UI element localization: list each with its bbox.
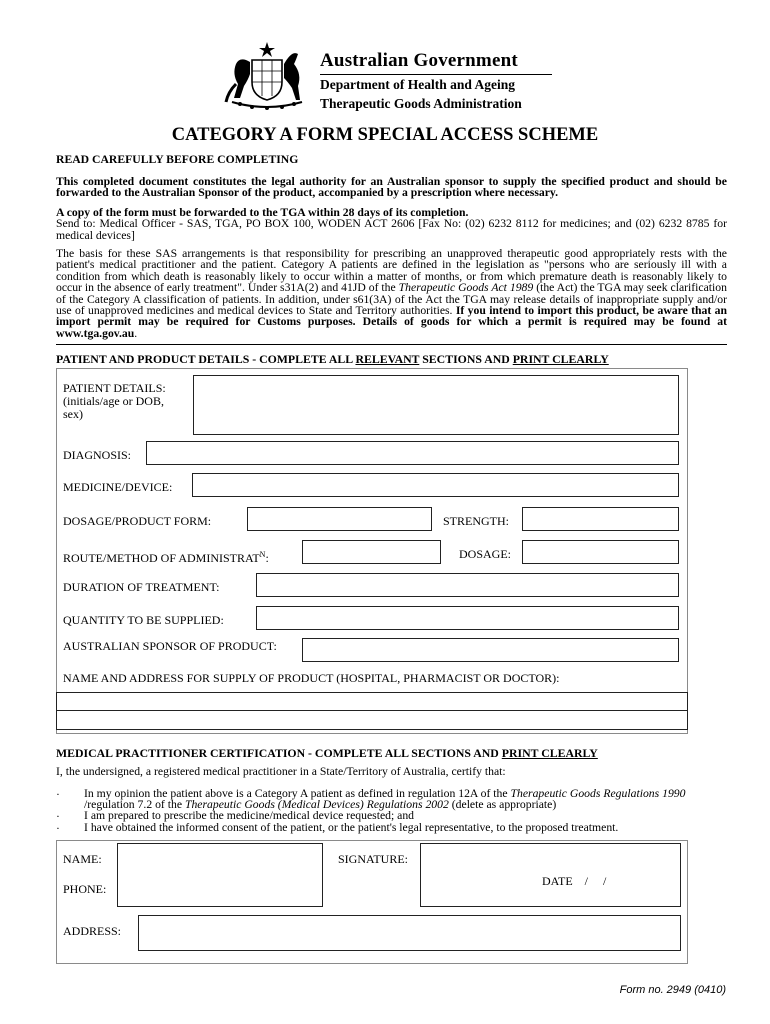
- submission-instructions: [56, 207, 727, 241]
- name-label: NAME:: [63, 852, 102, 866]
- basis-paragraph: [56, 248, 727, 339]
- section-divider: [56, 344, 727, 345]
- header-divider: [320, 74, 552, 75]
- bullet: ·: [56, 810, 60, 823]
- certification-item-1: [84, 788, 724, 811]
- quantity-field[interactable]: [256, 606, 679, 630]
- strength-label: STRENGTH:: [443, 514, 509, 528]
- route-label: [63, 548, 269, 565]
- item1-text: In my opinion the patient above is a Category A patient as defined in regulation 12A of the: [84, 787, 511, 800]
- route-field[interactable]: [302, 540, 441, 564]
- duration-field[interactable]: [256, 573, 679, 597]
- supply-address-label: NAME AND ADDRESS FOR SUPPLY OF PRODUCT (HOSPITAL, PHARMACIST OR DOCTOR):: [63, 671, 560, 685]
- route-superscript: N: [259, 550, 266, 559]
- supply-address-field-line-2[interactable]: [56, 710, 688, 730]
- dosage-form-label: DOSAGE/PRODUCT FORM:: [63, 514, 212, 528]
- act-name: Therapeutic Goods Act 1989: [398, 281, 534, 295]
- medicine-field[interactable]: [192, 473, 679, 497]
- read-carefully-note: READ CAREFULLY BEFORE COMPLETING: [56, 153, 299, 166]
- route-text: ROUTE/METHOD OF ADMINISTRAT: [63, 551, 260, 565]
- regulations-1990: Therapeutic Goods Regulations 1990: [510, 787, 686, 800]
- bullet: ·: [56, 788, 60, 801]
- heading-print-clearly: PRINT CLEARLY: [512, 352, 609, 366]
- phone-label: PHONE:: [63, 882, 107, 896]
- heading-text: MEDICAL PRACTITIONER CERTIFICATION - COMPLETE ALL SECTIONS AND: [56, 746, 502, 760]
- basis-end: .: [134, 326, 138, 340]
- item1-text: /regulation 7.2 of the: [84, 798, 185, 812]
- dosage-label: DOSAGE:: [459, 547, 512, 561]
- copy-note: A copy of the form must be forwarded to the TGA within 28 days of its completion.: [56, 206, 469, 219]
- item1-text: (delete as appropriate): [448, 798, 557, 812]
- diagnosis-label: DIAGNOSIS:: [63, 448, 132, 462]
- patient-details-hint: (initials/age or DOB, sex): [63, 394, 164, 421]
- heading-print-clearly: PRINT CLEARLY: [501, 746, 598, 760]
- coat-of-arms-icon: [222, 40, 312, 112]
- patient-details-text: PATIENT DETAILS:: [63, 381, 166, 395]
- address-label: ADDRESS:: [63, 924, 122, 938]
- department-name: Department of Health and Ageing: [320, 77, 515, 92]
- import-permit-note: If you intend to import this product, be aware that an import permit may be required for Customs purposes. Details of goods for which a permit is required may be found at www.tga.gov.au: [56, 304, 727, 340]
- diagnosis-field[interactable]: [146, 441, 679, 465]
- strength-field[interactable]: [522, 507, 679, 531]
- basis-text-2: (the Act) the TGA may seek clarification of the Category A classification of patients. In addition, under s61(3A) of the Act the TGA may release details of inappropriate supply and/or use of unapproved medicines and medical devices to State and Territory authorities.: [56, 281, 727, 318]
- basis-text-1: The basis for these SAS arrangements is that responsibility for prescribing an unapproved therapeutic good appropriately rests with the patient's medical practitioner and the patient. Category A patients are defined in the legislation as "persons who are seriously ill with a condition from which death is reasonably likely to occur within a matter of months, or from which premature death is reasonably likely to occur in the absence of early treatment". Under s31A(2) and 41JD of the: [56, 247, 727, 295]
- address-field[interactable]: [138, 915, 681, 951]
- supply-address-field-line-1[interactable]: [56, 692, 688, 712]
- send-to-address: Send to: Medical Officer - SAS, TGA, PO BOX 100, WODEN ACT 2606 [Fax No: (02) 6232 8112 for medicines; and (02) 6232 8785 for medical devices]: [56, 217, 727, 242]
- signature-label: SIGNATURE:: [338, 852, 409, 866]
- heading-text: SECTIONS AND: [419, 352, 513, 366]
- certification-item-3: I have obtained the informed consent of the patient, or the patient's legal representative, to the proposed treatment.: [84, 821, 619, 834]
- heading-text: PATIENT AND PRODUCT DETAILS - COMPLETE ALL: [56, 352, 356, 366]
- name-phone-field[interactable]: [117, 843, 323, 907]
- quantity-label: QUANTITY TO BE SUPPLIED:: [63, 613, 224, 627]
- patient-details-label: [63, 382, 183, 421]
- date-label: DATE / /: [542, 874, 607, 888]
- heading-relevant: RELEVANT: [355, 352, 420, 366]
- sponsor-field[interactable]: [302, 638, 679, 662]
- patient-details-field[interactable]: [193, 375, 679, 435]
- dosage-field[interactable]: [522, 540, 679, 564]
- duration-label: DURATION OF TREATMENT:: [63, 580, 220, 594]
- agency-name: Therapeutic Goods Administration: [320, 96, 522, 111]
- regulations-2002: Therapeutic Goods (Medical Devices) Regulations 2002: [184, 798, 449, 812]
- form-number: Form no. 2949 (0410): [619, 984, 726, 996]
- certify-statement: I, the undersigned, a registered medical practitioner in a State/Territory of Australia, certify that:: [56, 765, 506, 778]
- practitioner-section-heading: [56, 746, 598, 761]
- dosage-form-field[interactable]: [247, 507, 432, 531]
- bullet: ·: [56, 822, 60, 835]
- org-name: Australian Government: [320, 50, 518, 71]
- form-title: CATEGORY A FORM SPECIAL ACCESS SCHEME: [171, 125, 599, 145]
- sponsor-label: AUSTRALIAN SPONSOR OF PRODUCT:: [63, 639, 277, 653]
- completed-document-note: This completed document constitutes the legal authority for an Australian sponsor to supply the specified product and should be forwarded to the Australian Sponsor of the product, accompanied by a prescription where necessary.: [56, 175, 727, 200]
- certification-item-2: I am prepared to prescribe the medicine/medical device requested; and: [84, 809, 415, 822]
- route-colon: :: [265, 551, 269, 565]
- medicine-label: MEDICINE/DEVICE:: [63, 480, 173, 494]
- patient-section-heading: [56, 352, 609, 367]
